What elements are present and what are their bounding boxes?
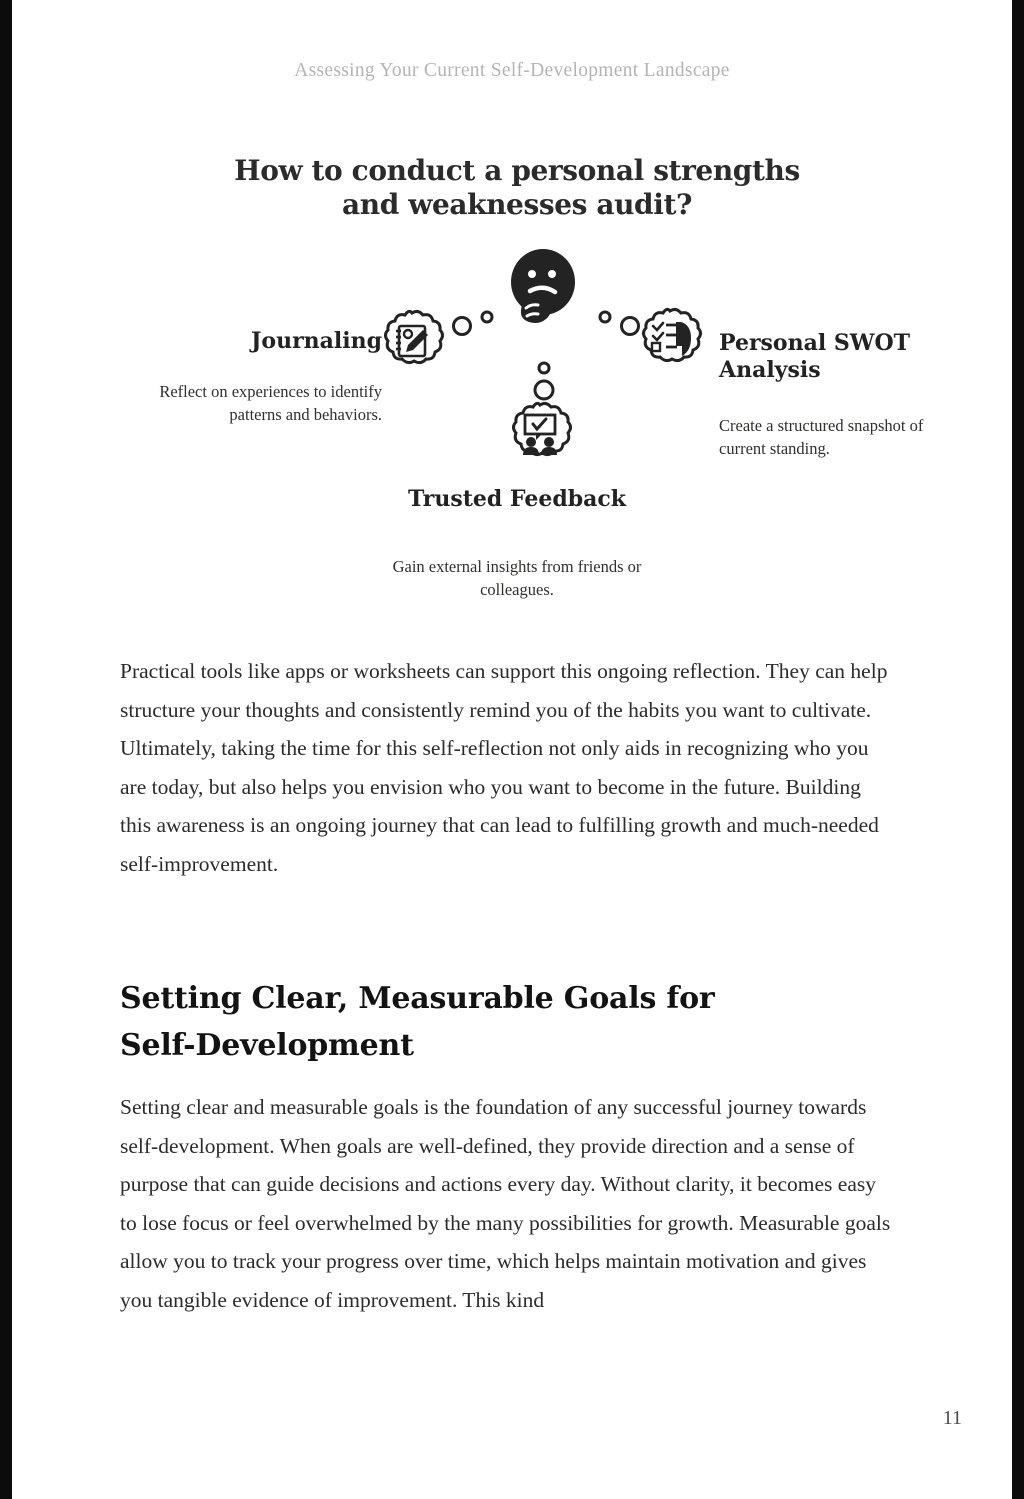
body-paragraph: Practical tools like apps or worksheets can support this ongoing reflection. They can help structure your thoughts and consistently remind you of the habits you want to cultivate. Ultimately, taking the time for this self-reflection not only aids in recognizing who you are today, but also helps you envision who you want to become in the future. Building this awareness is an ongoing journey that can lead to fulfilling growth and much-needed self-improvement. xyxy=(120,659,888,876)
strengths-weaknesses-infographic xyxy=(107,138,927,628)
notebook-pen-icon xyxy=(379,308,445,379)
head-checklist-icon xyxy=(637,306,703,377)
infographic-node-label-trusted-feedback: Trusted Feedback xyxy=(407,486,626,512)
page-content xyxy=(12,0,1012,1499)
page-number: 11 xyxy=(942,1407,962,1429)
section-heading: Setting Clear, Measurable Goals for Self-Development xyxy=(120,981,715,1063)
infographic-title: How to conduct a personal strengths and weaknesses audit? xyxy=(234,154,800,222)
document-page xyxy=(12,0,1012,1499)
body-paragraph: Setting clear and measurable goals is the foundation of any successful journey towards self-development. When goals are well-defined, they provide direction and a sense of purpose that can guide decisions and actions every day. Without clarity, it becomes easy to lose focus or feel overwhelmed by the many possibilities for growth. Measurable goals allow you to track your progress over time, which helps maintain motivation and gives you tangible evidence of improvement. This kind xyxy=(120,1095,891,1312)
people-presentation-check-icon xyxy=(507,400,573,471)
paragraph-one-container xyxy=(120,652,895,884)
thought-dots-left-icon xyxy=(449,308,499,345)
thinking-face-icon xyxy=(502,246,584,331)
running-header: Assessing Your Current Self-Development Landscape xyxy=(294,60,730,81)
paragraph-two-container xyxy=(120,1088,895,1320)
infographic-node-caption-personal-swot-analysis: Create a structured snapshot of current standing. xyxy=(719,416,924,458)
infographic-node-label-journaling: Journaling xyxy=(250,328,382,354)
infographic-node-caption-journaling: Reflect on experiences to identify patterns and behaviors. xyxy=(159,382,382,424)
infographic-node-caption-trusted-feedback: Gain external insights from friends or colleagues. xyxy=(392,557,642,599)
infographic-node-label-personal-swot-analysis: Personal SWOT Analysis xyxy=(719,330,910,384)
